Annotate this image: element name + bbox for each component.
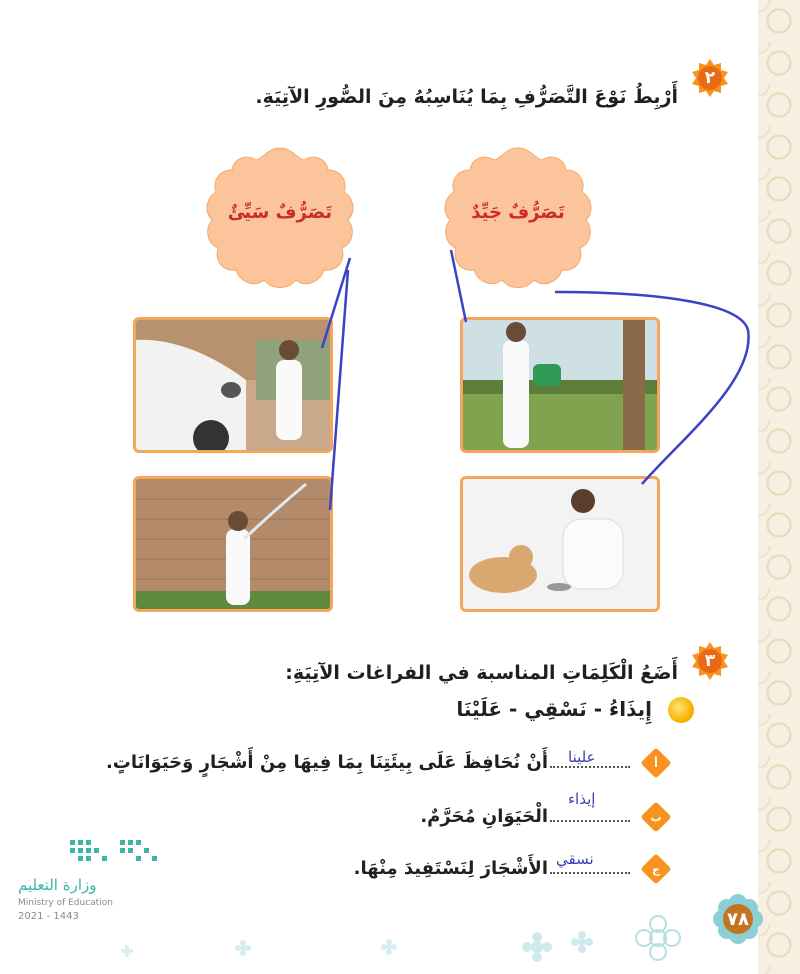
page-number: ٧٨	[727, 908, 749, 930]
exercise-2-badge	[690, 58, 730, 98]
item-c-answer[interactable]: نسقي	[556, 850, 594, 868]
item-c-sentence: الأَشْجَارَ لِنَسْتَفِيدَ مِنْهَا.	[354, 858, 632, 879]
item-c-marker: ج	[640, 853, 671, 884]
good-behavior-label: تَصَرُّفٌ جَيِّدٌ	[471, 202, 565, 223]
side-decorative-pattern	[758, 0, 800, 974]
decorative-flower-icon	[520, 930, 554, 964]
exercise-3-instruction: أَضَعُ الْكَلِمَاتِ المناسبة في الفراغات الآتِيَةِ:	[285, 662, 678, 684]
exercise-3-number: ٣	[704, 651, 716, 671]
decorative-flower-icon	[570, 930, 594, 954]
word-bank-sun-icon	[668, 697, 694, 723]
item-a-sentence: أَنْ نُحَافِظَ عَلَى بِيئَتِنَا بِمَا فِيهَا مِنْ أَشْجَارٍ وَحَيَوَانَاتٍ.	[106, 752, 632, 773]
item-b-marker: ب	[640, 801, 671, 832]
item-a-blank[interactable]	[550, 752, 630, 768]
good-behavior-cloud	[438, 140, 598, 300]
decorative-flower-icon	[235, 940, 251, 956]
ministry-name-english: Ministry of Education	[18, 898, 113, 908]
exercise-2-instruction: أَرْبِطُ نَوْعَ التَّصَرُّفِ بِمَا يُنَاسِبُهُ مِنَ الصُّورِ الآتِيَةِ.	[255, 86, 678, 108]
exercise-2-number: ٢	[704, 68, 716, 88]
word-bank: إِيذَاءُ - نَسْقِي - عَلَيْنَا	[456, 697, 652, 721]
item-b-sentence: الْحَيَوَانِ مُحَرَّمٌ.	[420, 806, 632, 827]
ministry-name-arabic: وزارة التعليم	[18, 876, 97, 894]
exercise-3-badge	[690, 641, 730, 681]
bad-behavior-label: تَصَرُّفٌ سَيِّئٌ	[227, 202, 333, 223]
photo-boy-watering-tree	[460, 317, 660, 453]
ministry-dots-icon	[60, 836, 220, 872]
photo-boy-spraying-hose	[133, 476, 333, 612]
decorative-flower-icon	[120, 944, 134, 958]
bad-behavior-cloud	[200, 140, 360, 300]
item-c-blank[interactable]	[550, 858, 630, 874]
item-b-blank[interactable]	[550, 806, 630, 822]
photo-boy-feeding-cat	[460, 476, 660, 612]
item-a-answer[interactable]: علينا	[568, 748, 596, 766]
item-b-answer[interactable]: إيذاء	[568, 790, 596, 808]
ministry-logo	[10, 836, 180, 956]
decorative-flower-icon	[380, 938, 398, 956]
photo-boy-washing-car	[133, 317, 333, 453]
decorative-flower-icon	[630, 910, 686, 966]
page-number-badge	[712, 893, 764, 945]
item-a-marker: أ	[640, 747, 671, 778]
edition-year: 2021 - 1443	[18, 911, 79, 922]
